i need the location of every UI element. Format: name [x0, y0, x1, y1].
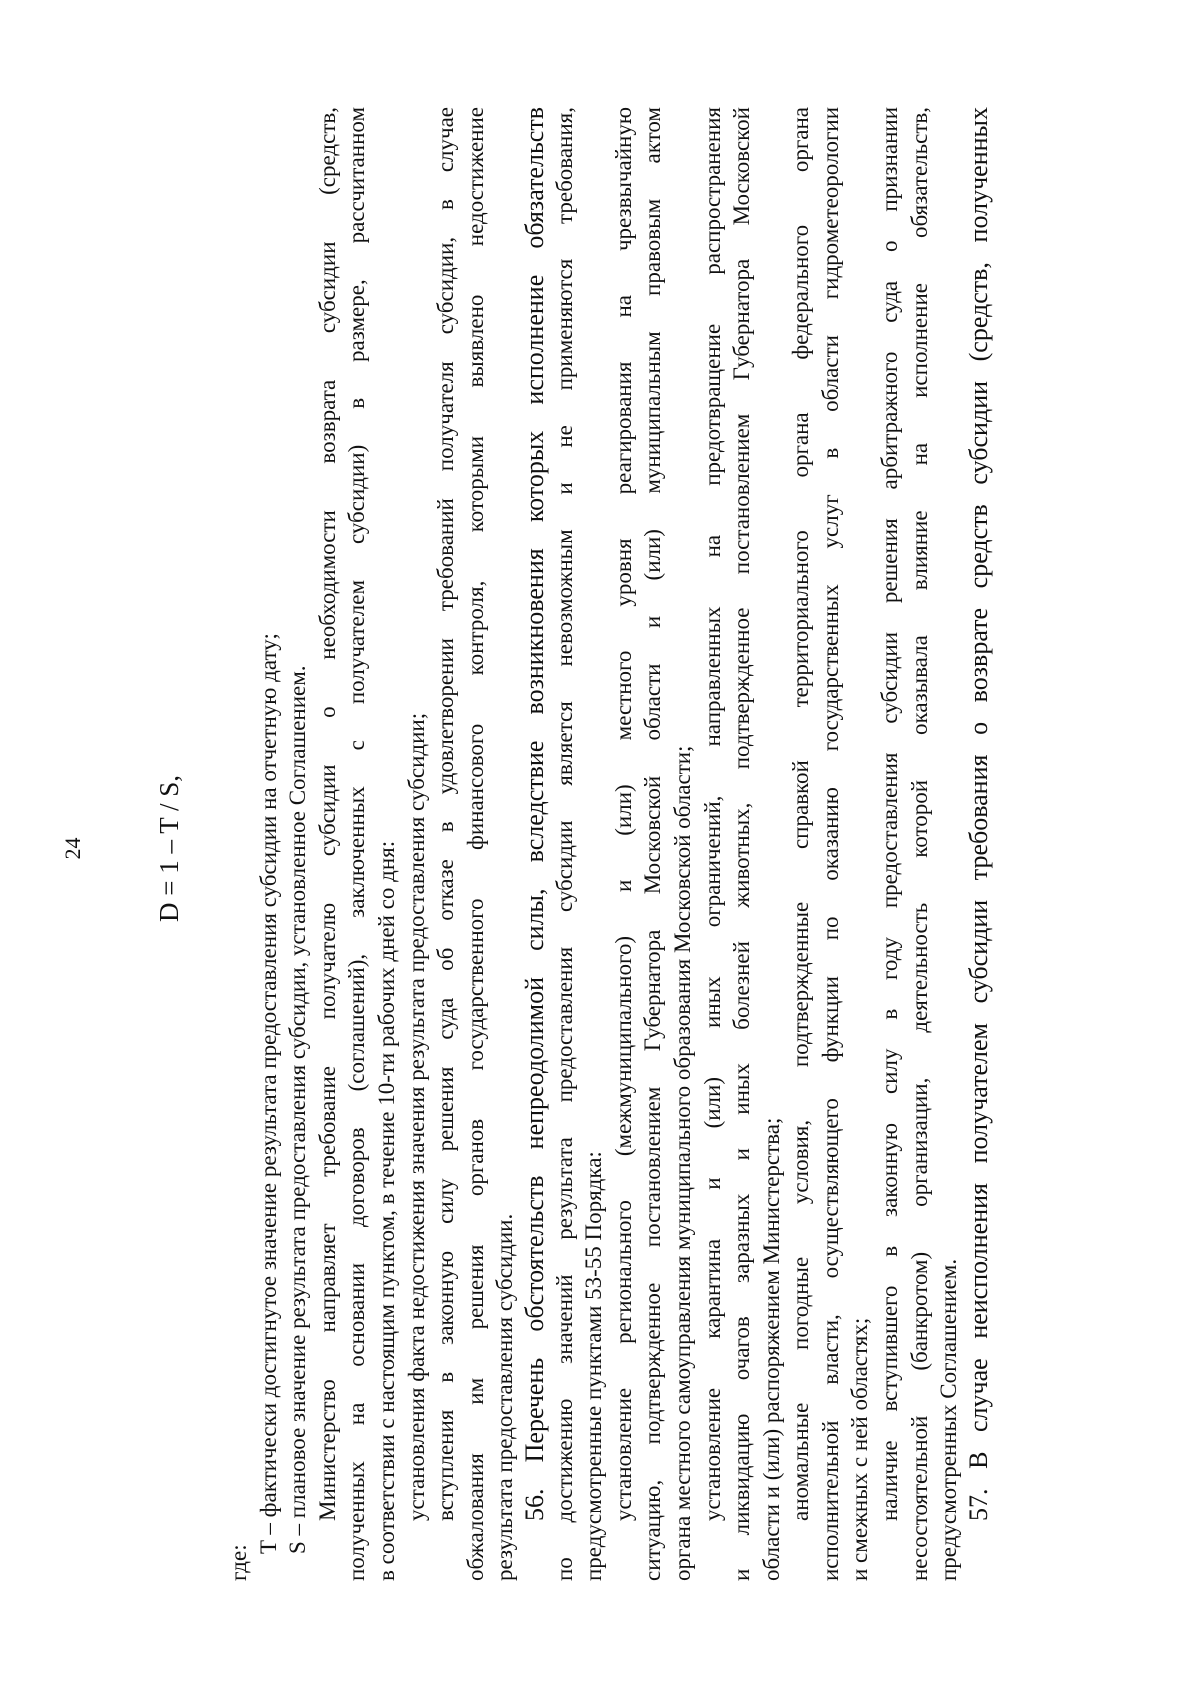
- text-line: S – плановое значение результата предоставления субсидии, установленное Соглашением.: [285, 665, 311, 1554]
- text-line: установление регионального (межмуниципального) и (или) местного уровня реагирования на чрезвычайную: [610, 107, 636, 1521]
- document-body: [224, 107, 993, 1581]
- text-line: наличие вступившего в законную силу в году предоставления субсидии решения арбитражного суда о признании: [877, 107, 903, 1521]
- text-line: полученных на основании договоров (соглашений), заключенных с получателем субсидии) в размере, рассчитанном: [344, 107, 370, 1581]
- text-line: органа местного самоуправления муниципального образования Московской области;: [669, 745, 695, 1581]
- text-line: установление карантина и (или) иных ограничений, направленных на предотвращение распространения: [699, 107, 725, 1521]
- text-line: 56. Перечень обстоятельств непреодолимой силы, вследствие возникновения которых исполнение обязательств: [519, 107, 549, 1521]
- text-line: области и (или) распоряжением Министерства;: [758, 1117, 784, 1581]
- text-line: Министерство направляет требование получателю субсидии о необходимости возврата субсидии (средств,: [314, 107, 340, 1521]
- text-line: T – фактически достигнутое значение результата предоставления субсидии на отчетную дату;: [255, 633, 281, 1554]
- text-line: ситуацию, подтвержденное постановлением Губернатора Московской области и (или) муниципальным правовым актом: [640, 107, 666, 1581]
- text-line: аномальные погодные условия, подтвержденные справкой территориального органа федерального органа: [788, 107, 814, 1521]
- page-number: 24: [60, 837, 85, 860]
- text-line: обжалования им решения органов государственного финансового контроля, которыми выявлено недостижение: [462, 107, 488, 1581]
- text-line: и ликвидацию очагов заразных и иных болезней животных, подтвержденное постановлением Губернатора Московской: [729, 107, 755, 1581]
- text-line: результата предоставления субсидии.: [492, 1213, 518, 1581]
- text-line: предусмотренные пунктами 53-55 Порядка:: [581, 1151, 607, 1581]
- text-line: по достижению значений результата предоставления субсидии является невозможным и не применяются требования,: [551, 107, 577, 1581]
- text-line: исполнительной власти, осуществляющего функции по оказанию государственных услуг в области гидрометеорологии: [817, 107, 843, 1581]
- text-line: установления факта недостижения значения результата предоставления субсидии;: [403, 712, 429, 1521]
- text-line: и смежных с ней областях;: [847, 1317, 873, 1581]
- text-line: в соответствии с настоящим пунктом, в течение 10-ти рабочих дней со дня:: [373, 840, 399, 1581]
- text-line: где:: [226, 1544, 251, 1581]
- text-line: несостоятельной (банкротом) организации, деятельность которой оказывала влияние на исполнение обязательств,: [906, 107, 932, 1581]
- text-line: предусмотренных Соглашением.: [936, 1258, 962, 1581]
- formula: D = 1 – T / S,: [154, 775, 184, 923]
- text-line: вступления в законную силу решения суда об отказе в удовлетворении требований получателя субсидии, в случае: [433, 107, 459, 1521]
- text-line: 57. В случае неисполнения получателем субсидии требования о возврате средств субсидии (средств, полученных: [963, 107, 993, 1521]
